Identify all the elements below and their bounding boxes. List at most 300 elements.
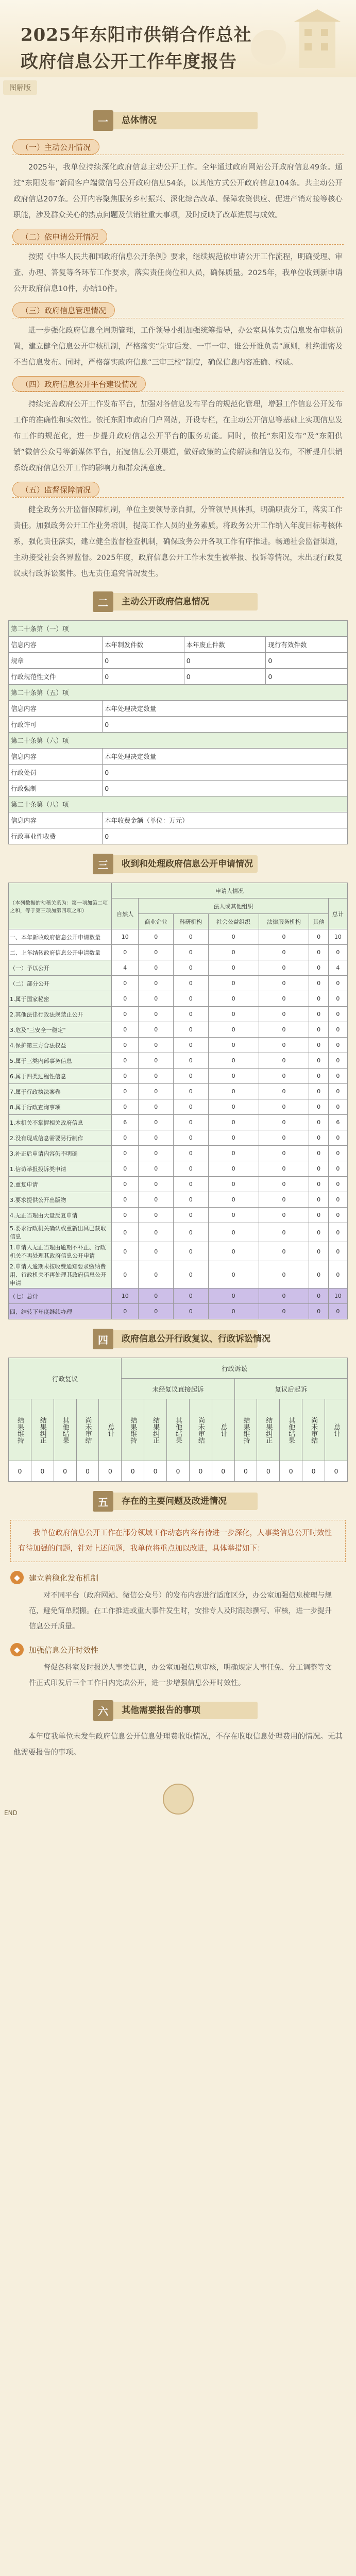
report-tag: 图解版 — [3, 80, 37, 95]
table-cell: 2.申请人逾期未按收费通知要求缴纳费用、行政机关不再处理其政府信息公开申请 — [9, 1261, 112, 1289]
table-cell: 0 — [139, 1208, 174, 1223]
table-cell: 0 — [208, 976, 259, 991]
table-cell: 0 — [139, 1099, 174, 1115]
table-cell: 0 — [309, 1053, 328, 1069]
bullet-icon: ◆ — [10, 1571, 24, 1584]
paragraph: 持续完善政府公开工作发布平台，加强对各信息发布平台的规范化管理，增强工作信息公开发布工作的准确性和实效性。依托东阳市政府门户网站，开设专栏，在主动公开信息等基础上实现信息发布工作的规范化，进一步提升政府信息公开平台的服务功能。同时，依托“东阳发布”及“东阳供销”微信公众号等新媒体平台，拓宽信息公开渠道，做好政策的宣传解读和信息发布，不断提升供销系统政府信息公开工作的影响力和群众满意度。 — [13, 400, 343, 472]
table-cell: 0 — [139, 1261, 174, 1289]
table-cell: 0 — [259, 1022, 309, 1038]
table-cell: 5.属于三类内部事务信息 — [9, 1053, 112, 1069]
table-row — [9, 1084, 348, 1099]
table-cell: 0 — [174, 1130, 209, 1146]
table-cell: 0 — [259, 1161, 309, 1177]
table-cell: 0 — [328, 1146, 347, 1161]
table-cell: 0 — [208, 1289, 259, 1304]
table-row — [9, 669, 348, 685]
table-cell: 0 — [139, 991, 174, 1007]
table-row — [9, 653, 348, 669]
table-row — [9, 1177, 348, 1192]
table-cell: 0 — [328, 1007, 347, 1022]
table-cell: 行政诉讼 — [122, 1358, 348, 1379]
table-cell: 0 — [208, 1261, 259, 1289]
application-table — [8, 883, 348, 1319]
table-cell: 0 — [174, 1069, 209, 1084]
table-cell: 0 — [139, 1242, 174, 1261]
table-cell: 0 — [112, 1208, 139, 1223]
table-cell: （一）予以公开 — [9, 960, 112, 976]
table-row — [9, 1261, 348, 1289]
table-cell: 0 — [112, 1304, 139, 1319]
table-cell: 8.属于行政查询事项 — [9, 1099, 112, 1115]
table-cell: 0 — [103, 653, 184, 669]
table-cell: 0 — [112, 1022, 139, 1038]
table-cell: 0 — [208, 960, 259, 976]
table-cell: 0 — [139, 1146, 174, 1161]
table-cell: 社会公益组织 — [208, 914, 259, 929]
table-cell: 0 — [189, 1461, 212, 1482]
table-cell: 1.信访举报投诉类申请 — [9, 1161, 112, 1177]
table-cell: 0 — [309, 1242, 328, 1261]
table-cell: 0 — [259, 1261, 309, 1289]
section-number: 二 — [93, 591, 113, 612]
problem-heading: 加强信息公开时效性 — [29, 1645, 99, 1655]
table-cell: 行政处罚 — [9, 765, 103, 781]
table-cell: 一、本年新收政府信息公开申请数量 — [9, 929, 112, 945]
table-cell: 0 — [139, 1192, 174, 1208]
section-header — [0, 589, 356, 614]
table-row — [9, 1053, 348, 1069]
table-cell: 0 — [139, 1115, 174, 1130]
table-row — [9, 945, 348, 960]
table-cell: 0 — [208, 1130, 259, 1146]
section-title: 政府信息公开行政复议、行政诉讼情况 — [122, 1334, 270, 1344]
table-cell: 规章 — [9, 653, 103, 669]
table-cell: 四、结转下年度继续办理 — [9, 1304, 112, 1319]
table-row — [9, 1038, 348, 1053]
table-cell: 0 — [174, 1115, 209, 1130]
table-cell: 0 — [103, 717, 348, 733]
table-cell: 0 — [103, 765, 348, 781]
end-mark: END — [4, 1809, 18, 1817]
table-cell: 0 — [174, 1223, 209, 1242]
table-cell: 6.属于四类过程性信息 — [9, 1069, 112, 1084]
table-cell: 1.本机关不掌握相关政府信息 — [9, 1115, 112, 1130]
table-cell: 0 — [76, 1461, 99, 1482]
table-cell: 0 — [259, 1192, 309, 1208]
table-cell: 0 — [259, 1053, 309, 1069]
table-row — [9, 1208, 348, 1223]
table-cell: 0 — [325, 1461, 348, 1482]
table-cell: 0 — [309, 1289, 328, 1304]
table-row — [9, 733, 348, 749]
table-cell: 0 — [259, 1289, 309, 1304]
table-cell: 0 — [112, 1223, 139, 1242]
table-cell: 0 — [112, 1146, 139, 1161]
table-cell: 0 — [259, 976, 309, 991]
table-cell: 0 — [328, 1242, 347, 1261]
table-cell: 4.无正当理由大量反复申请 — [9, 1208, 112, 1223]
section-header — [0, 1327, 356, 1351]
problem-text: 督促各科室及时报送人事类信息，办公室加强信息审核，明确规定人事任免、分工调整等文件正式印发后三个工作日内完成公开，进一步增强信息公开时效性。 — [29, 1664, 332, 1687]
table-cell: 0 — [328, 1084, 347, 1099]
table-cell: 总计 — [328, 899, 347, 929]
table-cell: 0 — [309, 1208, 328, 1223]
table-cell: 信息内容 — [9, 812, 103, 828]
table-cell: 0 — [167, 1461, 190, 1482]
table-cell: 0 — [328, 1038, 347, 1053]
table-cell: 0 — [259, 1304, 309, 1319]
table-cell: 10 — [328, 929, 347, 945]
table-cell: 行政事业性收费 — [9, 828, 103, 844]
report-title: 2025年东阳市供销合作总社 政府信息公开工作年度报告 — [21, 25, 252, 72]
table-cell: 0 — [259, 1146, 309, 1161]
table-cell: 0 — [112, 1099, 139, 1115]
other-matters: 本年度我单位未发生政府信息公开信息处理费收取情况，不存在收取信息处理费用的情况。无其他需要报告的事项。 — [13, 1733, 343, 1757]
table-cell: 法人或其他组织 — [139, 899, 328, 914]
table-cell: 4.保护第三方合法权益 — [9, 1038, 112, 1053]
table-cell: 6 — [328, 1115, 347, 1130]
problem-text: 对不同平台（政府网站、微信公众号）的发布内容进行适度区分，办公室加强信息梳理与规范，避免简单照搬。在工作推进或重大事件发生时，安排专人及时跟踪撰写、审核，进一步提升信息公开质量。 — [29, 1591, 332, 1631]
table-cell: 0 — [122, 1461, 144, 1482]
table-cell: 信息内容 — [9, 637, 103, 653]
table-row — [9, 717, 348, 733]
table-cell: 0 — [259, 1177, 309, 1192]
table-cell: 本年制发件数 — [103, 637, 184, 653]
table-cell: 0 — [112, 1177, 139, 1192]
section-title: 总体情况 — [122, 115, 157, 126]
table-row — [9, 637, 348, 653]
table-cell: 0 — [208, 1146, 259, 1161]
table-cell: 0 — [328, 1208, 347, 1223]
table-cell: 0 — [309, 1069, 328, 1084]
section-title: 其他需要报告的事项 — [122, 1705, 200, 1716]
table-cell: 尚未审结 — [302, 1399, 325, 1461]
table-cell: 0 — [208, 1177, 259, 1192]
table-cell: 7.属于行政执法案卷 — [9, 1084, 112, 1099]
table-cell: 0 — [174, 1161, 209, 1177]
active-disclosure-table — [8, 620, 348, 844]
table-cell: 0 — [309, 1146, 328, 1161]
table-cell: 0 — [234, 1461, 257, 1482]
table-cell: 0 — [103, 669, 184, 685]
table-row — [9, 1161, 348, 1177]
table-cell: 0 — [112, 1038, 139, 1053]
table-cell: 0 — [328, 976, 347, 991]
table-cell: 0 — [103, 828, 348, 844]
table-row — [9, 765, 348, 781]
table-cell: 本年处理决定数量 — [103, 749, 348, 765]
table-cell: 0 — [309, 945, 328, 960]
table-cell: 0 — [280, 1461, 302, 1482]
table-cell: 0 — [309, 1261, 328, 1289]
table-cell: 0 — [174, 976, 209, 991]
table-cell: 3.危及"三安全一稳定" — [9, 1022, 112, 1038]
report-header — [0, 0, 356, 77]
table-cell: 0 — [309, 1161, 328, 1177]
table-cell: 0 — [328, 1192, 347, 1208]
table-cell: 0 — [259, 1038, 309, 1053]
table-row — [9, 1007, 348, 1022]
table-cell: 4 — [112, 960, 139, 976]
table-cell: 第二十条第（五）项 — [9, 685, 348, 701]
table-row — [9, 781, 348, 796]
table-cell: 6 — [112, 1115, 139, 1130]
table-cell: 1.属于国家秘密 — [9, 991, 112, 1007]
table-cell: 10 — [112, 929, 139, 945]
table-cell: 0 — [112, 1007, 139, 1022]
table-cell: 0 — [259, 1084, 309, 1099]
table-cell: 0 — [309, 1099, 328, 1115]
table-cell: 0 — [259, 1242, 309, 1261]
table-cell: 0 — [309, 1223, 328, 1242]
table-cell: 行政强制 — [9, 781, 103, 796]
table-cell: 0 — [328, 1099, 347, 1115]
table-cell: 0 — [112, 991, 139, 1007]
table-cell: 自然人 — [112, 899, 139, 929]
table-cell: 0 — [259, 1208, 309, 1223]
table-row — [9, 621, 348, 637]
table-cell: 行政许可 — [9, 717, 103, 733]
table-cell: 0 — [174, 1022, 209, 1038]
table-cell: 0 — [328, 1053, 347, 1069]
table-cell: 科研机构 — [174, 914, 209, 929]
subsection-header: （二）依申请公开情况 — [0, 229, 356, 246]
table-cell: 0 — [139, 1038, 174, 1053]
table-cell: 0 — [309, 1304, 328, 1319]
table-cell: 0 — [139, 960, 174, 976]
table-cell: 0 — [174, 1192, 209, 1208]
section-title: 收到和处理政府信息公开申请情况 — [122, 859, 253, 869]
review-litigation-table — [8, 1358, 348, 1482]
overview-block — [0, 139, 356, 582]
table-cell: 本年废止件数 — [184, 637, 266, 653]
table-cell: 0 — [174, 1053, 209, 1069]
table-row — [9, 976, 348, 991]
section-number: 六 — [93, 1700, 113, 1721]
table-row — [9, 1130, 348, 1146]
logo-icon — [163, 1784, 194, 1815]
table-cell: 0 — [328, 1177, 347, 1192]
table-cell: 0 — [208, 1208, 259, 1223]
problem-item — [10, 1567, 346, 1634]
table-cell: 3.补正后申请内容仍不明确 — [9, 1146, 112, 1161]
section-header — [0, 852, 356, 876]
table-cell: 0 — [139, 1289, 174, 1304]
table-row — [9, 812, 348, 828]
paragraph: 2025年，我单位持续深化政府信息主动公开工作。全年通过政府网站公开政府信息49条。通过“东阳发布”新闻客户端微信号公开政府信息54条，以其他方式公开政府信息104条。共主动公开政府信息207条。公开内容聚焦服务乡村振兴、深化综合改革、保障农资供应、促进产销对接等核心职能，涉及群众关心的热点问题及供销社重大事项，及时反映了改革进展与成效。 — [13, 163, 343, 219]
table-cell: 0 — [309, 929, 328, 945]
report-footer — [0, 1773, 356, 1830]
table-cell: （七）总计 — [9, 1289, 112, 1304]
table-cell: 0 — [208, 1084, 259, 1099]
table-cell: 现行有效件数 — [266, 637, 348, 653]
table-cell: 0 — [112, 1084, 139, 1099]
table-row — [9, 796, 348, 812]
table-cell: 0 — [139, 1053, 174, 1069]
table-cell: 本年处理决定数量 — [103, 701, 348, 717]
subsection-header: （四）政府信息公开平台建设情况 — [0, 376, 356, 394]
table-row — [9, 749, 348, 765]
table-cell: 0 — [208, 1038, 259, 1053]
table-cell: 0 — [208, 945, 259, 960]
table-cell: 0 — [259, 945, 309, 960]
table-cell: 0 — [139, 1022, 174, 1038]
table-cell: （本列数据的勾稽关系为：第一项加第二项之和，等于第三项加第四项之和） — [9, 883, 112, 929]
table-cell: 0 — [174, 991, 209, 1007]
table-cell: 0 — [259, 929, 309, 945]
section-header — [0, 108, 356, 133]
table-cell: 0 — [139, 1161, 174, 1177]
table-cell: 0 — [208, 1099, 259, 1115]
table-cell: 商业企业 — [139, 914, 174, 929]
paragraph: 健全政务公开监督保障机制，单位主要领导亲自抓，分管领导具体抓，明确职责分工，落实工作责任。加强政务公开工作业务培训，提高工作人员的业务素质。将政务公开工作纳入年度目标考核体系，强化责任落实，建立健全监督检查机制，确保政务公开各项工作有序推进。畅通社会监督渠道，主动接受社会各界监督。2025年度，政府信息公开工作未发生被举报、投诉等情况，未出现行政复议或行政诉讼案件。也无责任追究情况发生。 — [13, 506, 343, 578]
table-cell: 0 — [309, 1007, 328, 1022]
table-cell: 0 — [208, 1053, 259, 1069]
table-cell: 0 — [174, 1146, 209, 1161]
table-cell: 0 — [328, 1161, 347, 1177]
table-row — [9, 1146, 348, 1161]
table-cell: 1.申请人无正当理由逾期不补正、行政机关不再处理其政府信息公开申请 — [9, 1242, 112, 1261]
table-row — [9, 828, 348, 844]
table-cell: 0 — [112, 945, 139, 960]
table-cell: 0 — [257, 1461, 280, 1482]
table-cell: 0 — [309, 1115, 328, 1130]
section-number: 三 — [93, 854, 113, 874]
table-cell: 4 — [328, 960, 347, 976]
table-cell: 0 — [328, 1304, 347, 1319]
table-cell: 0 — [208, 1242, 259, 1261]
table-cell: 0 — [184, 669, 266, 685]
table-cell: 0 — [139, 976, 174, 991]
table-cell: 法律服务机构 — [259, 914, 309, 929]
table-cell: 0 — [309, 1038, 328, 1053]
table-cell: 0 — [259, 991, 309, 1007]
table-cell: 未经复议直接起诉 — [122, 1379, 234, 1399]
table-cell: 信息内容 — [9, 701, 103, 717]
table-row — [9, 1115, 348, 1130]
table-cell: 0 — [112, 1161, 139, 1177]
table-cell: 0 — [208, 1223, 259, 1242]
table-cell: 其他 — [309, 914, 328, 929]
section-header — [0, 1698, 356, 1723]
table-row — [9, 1022, 348, 1038]
table-cell: 总计 — [212, 1399, 234, 1461]
table-cell: 其他结果 — [54, 1399, 76, 1461]
table-cell: 本年收费金额（单位：万元） — [103, 812, 348, 828]
table-cell: 行政规范性文件 — [9, 669, 103, 685]
table-row — [9, 1461, 348, 1482]
decorative-building-icon — [222, 6, 346, 73]
table-row — [9, 1099, 348, 1115]
table-cell: 0 — [174, 1289, 209, 1304]
table-cell: 第二十条第（一）项 — [9, 621, 348, 637]
table-cell: 结果纠正 — [31, 1399, 54, 1461]
table-cell: 0 — [139, 929, 174, 945]
table-cell: 申请人情况 — [112, 883, 348, 899]
table-cell: 0 — [31, 1461, 54, 1482]
subsection-header: （三）政府信息管理情况 — [0, 302, 356, 320]
table-cell: 0 — [259, 1099, 309, 1115]
table-cell: 0 — [328, 1223, 347, 1242]
table-cell: 结果维持 — [234, 1399, 257, 1461]
table-cell: 0 — [309, 960, 328, 976]
table-cell: 尚未审结 — [189, 1399, 212, 1461]
subsection-header: （一）主动公开情况 — [0, 139, 356, 157]
table-cell: 0 — [208, 1007, 259, 1022]
table-cell: 0 — [139, 1007, 174, 1022]
table-cell: 0 — [309, 991, 328, 1007]
table-cell: 0 — [139, 1304, 174, 1319]
table-cell: 其他结果 — [167, 1399, 190, 1461]
table-row — [9, 685, 348, 701]
table-cell: 复议后起诉 — [234, 1379, 347, 1399]
table-cell: 0 — [174, 1261, 209, 1289]
table-cell: 0 — [139, 1177, 174, 1192]
table-cell: 0 — [208, 1192, 259, 1208]
table-cell: 0 — [309, 1022, 328, 1038]
table-row — [9, 991, 348, 1007]
problem-item — [10, 1639, 346, 1691]
table-cell: 0 — [99, 1461, 122, 1482]
table-cell: 5.要求行政机关确认或重新出具已获取信息 — [9, 1223, 112, 1242]
table-cell: 0 — [259, 960, 309, 976]
table-row — [9, 701, 348, 717]
problem-heading: 建立着稳化发布机制 — [29, 1573, 99, 1583]
table-cell: 结果纠正 — [144, 1399, 167, 1461]
table-cell: 0 — [139, 1223, 174, 1242]
table-cell: 0 — [144, 1461, 167, 1482]
table-cell: 0 — [174, 929, 209, 945]
table-row — [9, 1289, 348, 1304]
table-cell: 0 — [212, 1461, 234, 1482]
table-cell: 0 — [174, 1177, 209, 1192]
table-cell: 0 — [174, 1242, 209, 1261]
table-row — [9, 960, 348, 976]
table-cell: 0 — [112, 1053, 139, 1069]
section-number: 一 — [93, 110, 113, 131]
table-cell: 行政复议 — [9, 1358, 122, 1399]
table-cell: 总计 — [325, 1399, 348, 1461]
table-cell: 0 — [184, 653, 266, 669]
table-cell: 0 — [112, 1069, 139, 1084]
section-header — [0, 1489, 356, 1514]
table-cell: 0 — [266, 669, 348, 685]
table-cell: 0 — [259, 1007, 309, 1022]
table-cell: 0 — [208, 929, 259, 945]
table-cell: 尚未审结 — [76, 1399, 99, 1461]
table-row — [9, 1192, 348, 1208]
section-number: 五 — [93, 1491, 113, 1512]
table-cell: 0 — [208, 1069, 259, 1084]
table-cell: 0 — [259, 1130, 309, 1146]
table-cell: 0 — [112, 976, 139, 991]
table-cell: 0 — [174, 1099, 209, 1115]
table-cell: 0 — [328, 1261, 347, 1289]
table-cell: 0 — [309, 976, 328, 991]
table-cell: 0 — [139, 1130, 174, 1146]
table-cell: 0 — [328, 991, 347, 1007]
table-row — [9, 1304, 348, 1319]
paragraph: 进一步强化政府信息全周期管理，工作领导小组加强统筹指导，办公室具体负责信息发布审核前置，建立健全信息公开审核机制，严格落实“先审后发、一事一审、谁公开谁负责”原则，杜绝泄密及不当信息发布。同时，严格落实政府信息“三审三校”制度，确保信息内容准确、权威。 — [13, 327, 343, 367]
table-cell: 0 — [139, 1069, 174, 1084]
table-cell: 0 — [174, 1084, 209, 1099]
table-cell: 其他结果 — [280, 1399, 302, 1461]
table-cell: 0 — [112, 1242, 139, 1261]
table-cell: 0 — [208, 1115, 259, 1130]
bullet-icon: ◆ — [10, 1643, 24, 1656]
table-cell: 0 — [112, 1261, 139, 1289]
table-cell: 0 — [208, 991, 259, 1007]
